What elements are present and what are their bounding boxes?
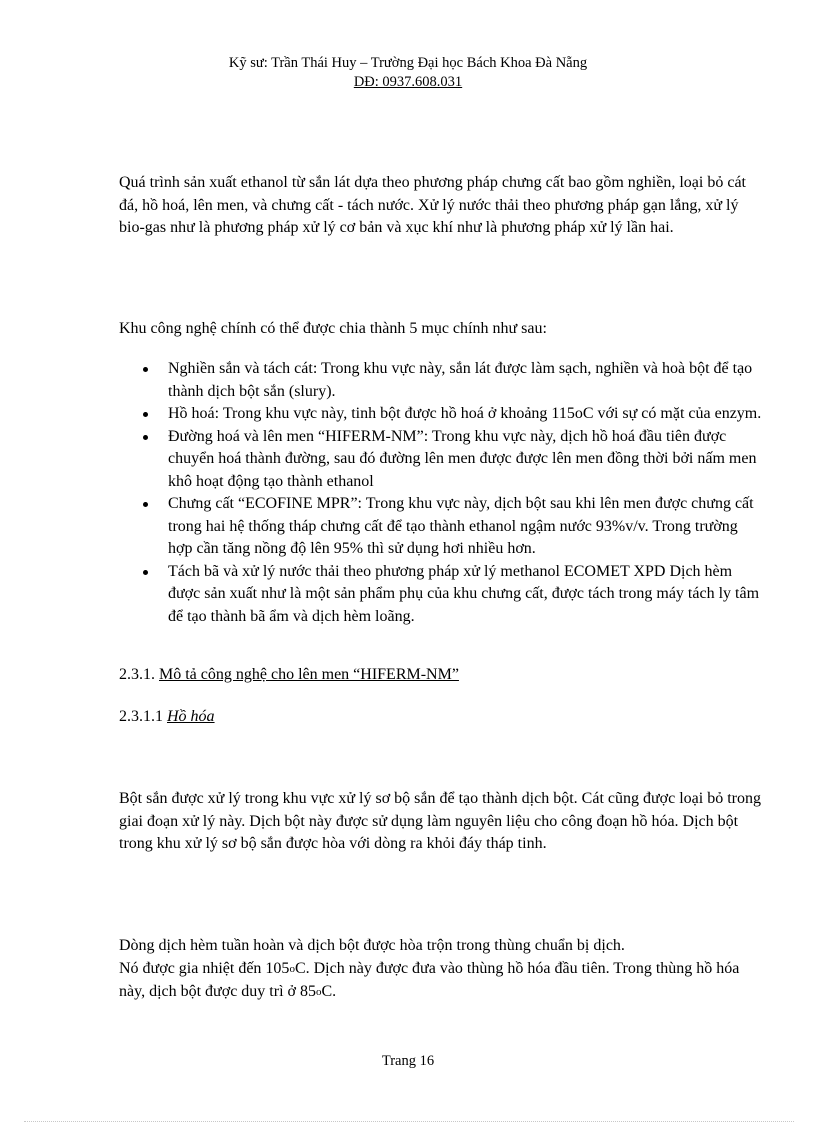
- section-title: Mô tả công nghệ cho lên men “HIFERM-NM”: [159, 666, 459, 683]
- bullet-icon: [143, 412, 148, 417]
- page-number: Trang 16: [381, 1053, 435, 1069]
- degree-symbol: o: [315, 986, 322, 998]
- list-item: Hồ hoá: Trong khu vực này, tinh bột được hồ hoá ở khoảng 115oC với sự có mặt của enzym.: [119, 403, 764, 426]
- main-areas-list: [119, 358, 764, 628]
- section-heading-2-3-1-1: [119, 706, 215, 728]
- list-item: Nghiền sắn và tách cát: Trong khu vực này, sắn lát được làm sạch, nghiền và hoà bột để tạo thành dịch bột sắn (slury).: [119, 358, 764, 403]
- mixing-line: Dòng dịch hèm tuần hoàn và dịch bột được hòa trộn trong thùng chuẩn bị dịch.: [119, 937, 625, 954]
- page-divider: [24, 1121, 794, 1122]
- section-heading-2-3-1: [119, 664, 459, 686]
- author-line: Kỹ sư: Trần Thái Huy – Trường Đại học Bách Khoa Đà Nẵng: [228, 55, 588, 71]
- phone-number: DĐ: 0937.608.031: [353, 74, 463, 90]
- bullet-icon: [143, 502, 148, 507]
- bullet-icon: [143, 435, 148, 440]
- degree-symbol: o: [289, 962, 295, 975]
- list-item: Chưng cất “ECOFINE MPR”: Trong khu vực này, dịch bột sau khi lên men được chưng cất trong hai hệ thống tháp chưng cất để tạo thành ethanol ngậm nước 93%v/v. Trong trường hợp cần tăng nồng độ lên 95% thì sử dụng hơi nhiều hơn.: [119, 493, 764, 561]
- section-number: 2.3.1.: [119, 666, 155, 683]
- section-number: 2.3.1.1: [119, 708, 163, 725]
- paragraph-mixing-heating: Dòng dịch hèm tuần hoàn và dịch bột được hòa trộn trong thùng chuẩn bị dịch. Nó được gia nhiệt đến $105_oC$. Dịch này được đưa vào thùng hồ hóa đầu tiên. Trong thùng hồ hóa này, dịch bột được duy trì ở $85_oC$.: [119, 937, 740, 1000]
- section-title: Hồ hóa: [167, 708, 215, 725]
- list-item: Tách bã và xử lý nước thải theo phương pháp xử lý methanol ECOMET XPD Dịch hèm được sản xuất như là một sản phẩm phụ của khu chưng cất, được tách trong máy tách ly tâm để tạo thành bã ẩm và dịch hèm loãng.: [119, 561, 764, 629]
- paragraph-cassava-treatment: Bột sắn được xử lý trong khu vực xử lý sơ bộ sắn để tạo thành dịch bột. Cát cũng được loại bỏ trong giai đoạn xử lý này. Dịch bột này được sử dụng làm nguyên liệu cho công đoạn hồ hóa. Dịch bột trong khu xử lý sơ bộ sắn được hòa với dòng ra khỏi đáy tháp tinh.: [119, 790, 761, 852]
- list-item: Đường hoá và lên men “HIFERM-NM”: Trong khu vực này, dịch hồ hoá đầu tiên được chuyển hoá thành đường, sau đó đường lên men được được lên men đồng thời bởi nấm men khô hoạt động tạo thành ethanol: [119, 426, 764, 494]
- paragraph-main-areas-intro: Khu công nghệ chính có thể được chia thành 5 mục chính như sau:: [119, 320, 547, 337]
- bullet-icon: [143, 367, 148, 372]
- bullet-icon: [143, 570, 148, 575]
- paragraph-process-overview: Quá trình sản xuất ethanol từ sắn lát dựa theo phương pháp chưng cất bao gồm nghiền, loại bỏ cát đá, hồ hoá, lên men, và chưng cất - tách nước. Xử lý nước thải theo phương pháp gạn lắng, xử lý bio-gas như là phương pháp xử lý cơ bản và xục khí như là phương pháp xử lý lần hai.: [119, 174, 746, 236]
- page-header: [0, 54, 816, 92]
